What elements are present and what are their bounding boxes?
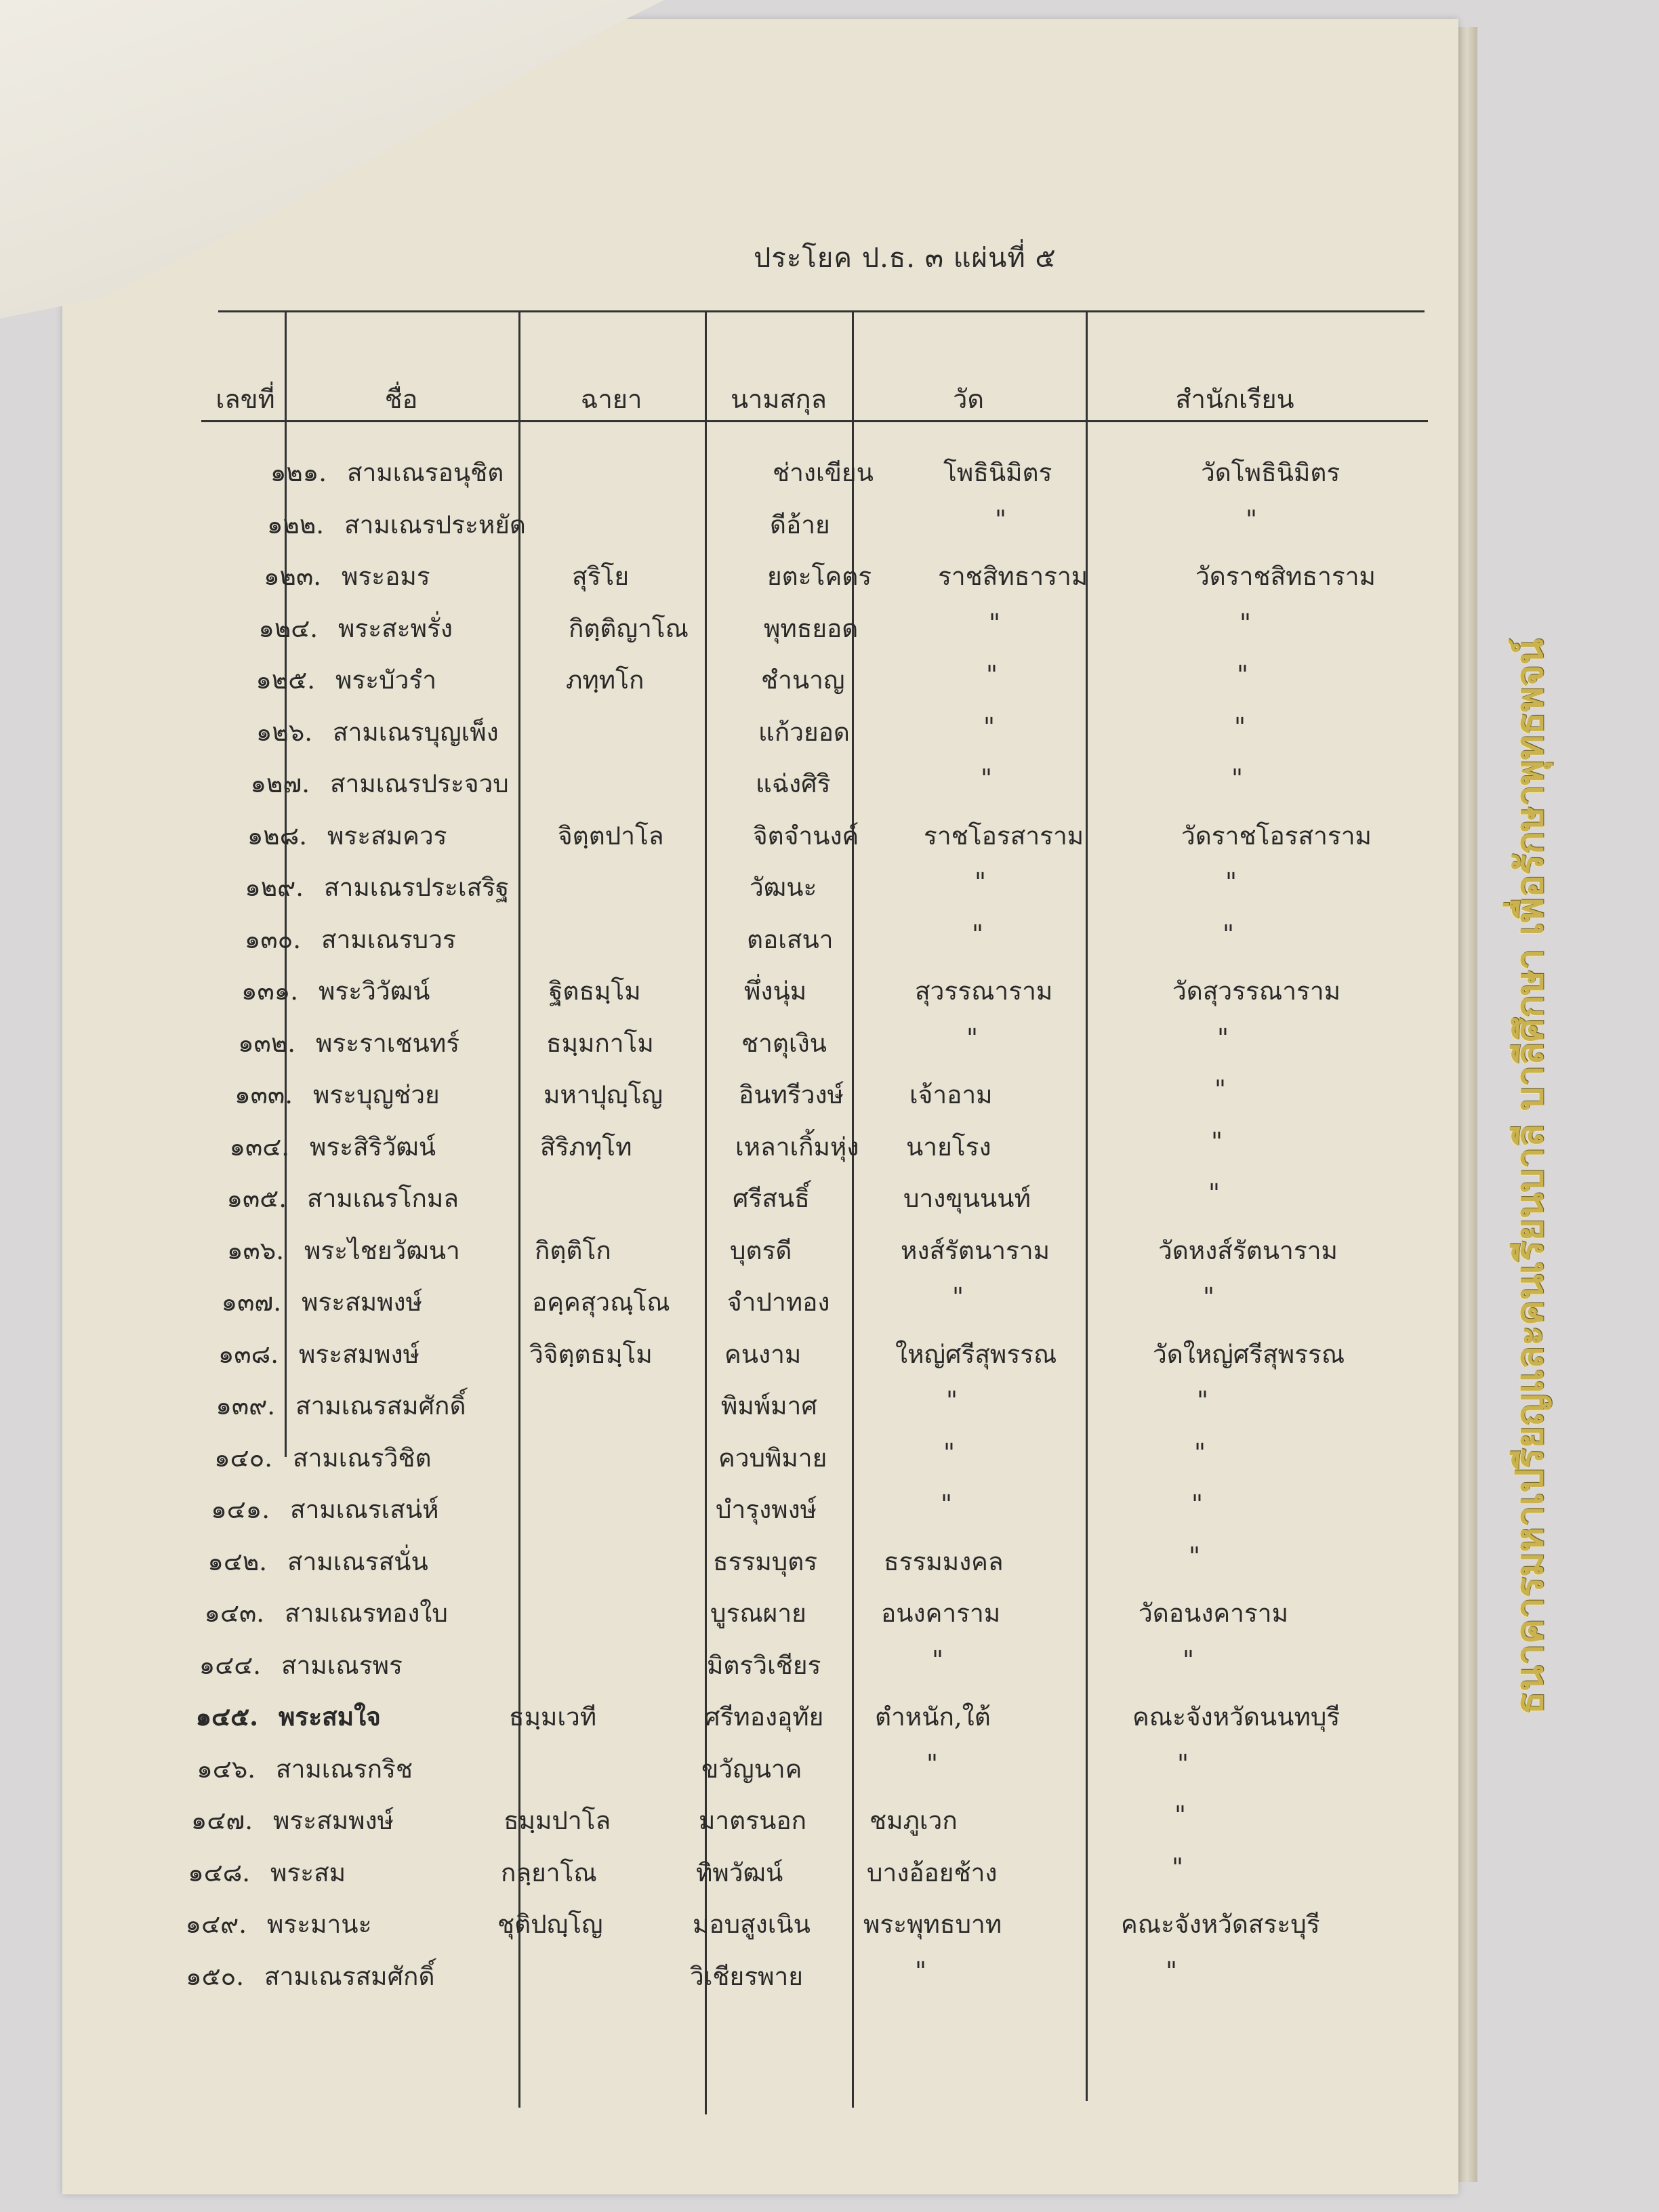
cell-wat: โพธินิมิตร [943, 458, 1052, 487]
cell-name: พระสมควร [327, 821, 447, 851]
cell-school: " [1211, 1126, 1223, 1156]
cell-chaya: อคฺคสุวณฺโณ [532, 1288, 670, 1317]
cell-no: ๑๒๗. [250, 769, 310, 798]
cell-no: ๑๓๑. [241, 977, 298, 1006]
cell-school: " [1246, 504, 1258, 534]
cell-name: พระสะพรั่ง [338, 613, 453, 643]
cell-chaya: จิตฺตปาโล [558, 821, 664, 851]
cell-school: " [1223, 919, 1235, 949]
cell-school: " [1203, 1282, 1215, 1311]
table-row [39, 867, 1435, 915]
cell-chaya: กิตฺติญาโณ [569, 613, 689, 643]
cell-name: สามเณรบวร [321, 924, 456, 954]
cell-name: พระอมร [342, 562, 430, 591]
cell-name: พระมานะ [267, 1910, 372, 1939]
table-row [62, 453, 1458, 500]
cell-surname: คนงาม [724, 1339, 802, 1369]
cell-no: ๑๒๔. [258, 613, 318, 643]
cell-wat: " [983, 712, 996, 741]
cell-no: ๑๔๖. [197, 1754, 255, 1784]
cell-school: " [1208, 1179, 1221, 1208]
table-row [8, 1438, 1404, 1486]
cell-name: พระสม [270, 1858, 346, 1887]
cell-chaya: ธมฺมปาโล [504, 1806, 611, 1835]
cell-no: ๑๔๐. [214, 1443, 272, 1473]
cell-wat: พระพุทธบาท [863, 1910, 1002, 1939]
cell-no: ๑๓๗. [221, 1288, 281, 1317]
cell-wat: เจ้าอาม [909, 1080, 993, 1109]
cell-school: " [1240, 608, 1252, 638]
header-chaya: ฉายา [580, 384, 642, 414]
cell-wat: " [941, 1490, 953, 1519]
table-row [31, 1023, 1427, 1071]
table-row [11, 1386, 1407, 1433]
table-header-rule [201, 420, 1428, 422]
cell-name: สามเณรประเสริฐ [324, 873, 510, 902]
cell-surname: วิเชียรพาย [690, 1961, 803, 1991]
cell-school: " [1217, 1023, 1229, 1052]
cell-wat: สุวรรณาราม [915, 977, 1053, 1006]
cell-no: ๑๔๗. [190, 1806, 253, 1835]
cell-wat: นายโรง [906, 1132, 991, 1162]
cell-name: สามเณรทองใบ [285, 1599, 448, 1628]
cell-school: วัดสุวรรณาราม [1172, 977, 1341, 1006]
cell-no: ๑๔๓. [204, 1599, 264, 1628]
page-title: ประโยค ป.ธ. ๓ แผ่นที่ ๕ [754, 243, 1057, 274]
header-surname: นามสกุล [731, 384, 827, 414]
cell-chaya: สิริภทฺโท [540, 1132, 632, 1162]
cell-surname: ดีอ้าย [770, 510, 830, 539]
cell-school: วัดหงส์รัตนาราม [1158, 1235, 1338, 1265]
table-row [28, 1075, 1425, 1122]
cell-wat: " [926, 1748, 939, 1778]
cell-chaya: มหาปุญฺโญ [544, 1080, 663, 1109]
header-name: ชื่อ [384, 384, 418, 414]
cell-name: พระสมพงษ์ [299, 1339, 419, 1369]
cell-surname: บุตรดี [730, 1235, 792, 1265]
cell-school: " [1234, 712, 1246, 741]
table-row [48, 712, 1444, 760]
table-row [14, 1334, 1410, 1382]
cell-surname: มอบสูงเนิน [693, 1910, 811, 1939]
cell-name: สามเณรบุญเพ็ง [333, 717, 499, 747]
cell-chaya: ฐิตธมฺโม [549, 977, 641, 1006]
cell-wat: บางอ้อยช้าง [867, 1858, 998, 1887]
cell-wat: ราชสิทธาราม [938, 562, 1088, 591]
cell-no: ๑๒๙. [245, 873, 304, 902]
cell-wat: " [995, 504, 1007, 534]
cell-surname: บูรณผาย [710, 1599, 806, 1628]
cell-chaya: ภทฺทโก [566, 665, 644, 695]
cell-name: สามเณรประจวบ [330, 769, 509, 798]
cell-name: พระสมใจ [279, 1702, 381, 1732]
cell-surname: ควบพิมาย [718, 1443, 827, 1473]
table-row [20, 1231, 1416, 1278]
cell-school: " [1191, 1490, 1204, 1519]
header-wat: วัด [952, 384, 985, 414]
cell-chaya: วิจิตฺตธมฺโม [529, 1339, 653, 1369]
cell-no: ๑๒๑. [270, 458, 327, 487]
page-stack-edge [1457, 27, 1477, 2182]
cell-no: ๑๒๓. [264, 562, 321, 591]
cell-school: " [1177, 1748, 1189, 1778]
table-row [0, 1749, 1387, 1797]
cell-school: วัดโพธินิมิตร [1201, 458, 1340, 487]
cell-chaya: ธมฺมกาโม [546, 1028, 654, 1058]
table-row [37, 920, 1433, 967]
cell-wat: บางขุนนนท์ [903, 1184, 1031, 1213]
cell-surname: ตอเสนา [747, 924, 834, 954]
cell-surname: ช่างเขียน [773, 458, 874, 487]
table-row [54, 609, 1450, 656]
cell-school: วัดใหญ่ศรีสุพรรณ [1153, 1339, 1345, 1369]
cell-wat: อนงคาราม [881, 1599, 1001, 1628]
table-row [0, 1904, 1378, 1952]
cell-name: สามเณรประหยัด [344, 510, 526, 539]
cell-no: ๑๕๐. [186, 1961, 244, 1991]
cell-chaya: กิตฺติโก [535, 1235, 611, 1265]
cell-no: ๑๓๖. [226, 1235, 284, 1265]
cell-wat: ชมภูเวก [869, 1806, 958, 1835]
cell-wat: " [986, 660, 998, 689]
cell-school: " [1197, 1386, 1209, 1415]
cell-name: สามเณรเสน่ห์ [290, 1495, 439, 1524]
cell-wat: " [966, 1023, 979, 1052]
cell-school: " [1166, 1956, 1178, 1986]
table-row [45, 764, 1441, 811]
cell-name: สามเณรสมศักดิ์ [264, 1961, 435, 1991]
table-row [51, 660, 1447, 708]
cell-chaya: ธมฺมเวที [509, 1702, 597, 1732]
cell-wat: ตำหนัก,ใต้ [875, 1702, 991, 1732]
cell-wat: " [946, 1386, 958, 1415]
cell-name: พระบัวรำ [335, 665, 437, 695]
cell-surname: ธรรมบุตร [713, 1547, 818, 1576]
table-row [0, 1801, 1385, 1848]
cell-no: ๑๒๘. [247, 821, 307, 851]
cell-no: ๑๔๑. [211, 1495, 270, 1524]
cell-name: สามเณรโกมล [307, 1184, 459, 1213]
cell-name: พระบุญช่วย [313, 1080, 440, 1109]
cell-wat: " [943, 1437, 956, 1467]
cell-no: ๑๔๔. [199, 1650, 261, 1680]
cell-surname: แก้วยอด [758, 717, 850, 747]
cell-school: วัดราชโอรสาราม [1181, 821, 1372, 851]
cell-chaya: สุริโย [572, 562, 630, 591]
cell-name: สามเณรกริช [276, 1754, 413, 1784]
cell-name: สามเณรสมศักดิ์ [295, 1391, 466, 1420]
cell-wat: ใหญ่ศรีสุพรรณ [895, 1339, 1057, 1369]
table-row [0, 1853, 1382, 1900]
cell-wat: " [952, 1282, 964, 1311]
cell-school: วัดราชสิทธาราม [1195, 562, 1376, 591]
cell-school: " [1231, 764, 1244, 793]
cell-no: ๑๒๖. [255, 717, 312, 747]
cell-surname: ชำนาญ [761, 665, 845, 695]
cell-name: สามเณรอนุชิต [347, 458, 504, 487]
table-row [0, 1593, 1396, 1641]
cell-surname: จิตจำนงค์ [753, 821, 859, 851]
cell-school: " [1183, 1645, 1195, 1675]
table-row [60, 505, 1456, 552]
cell-surname: แฉ่งศิริ [756, 769, 831, 798]
table-row [5, 1490, 1401, 1537]
cell-surname: มิตรวิเชียร [707, 1650, 821, 1680]
watermark-text: ธนาคารมหาเปรียญและคนเรียนบาลี บาลีศึกษา เพื่อรักษาพุทธพจน์ [1508, 638, 1552, 1715]
table-row [25, 1127, 1421, 1174]
table-row [34, 971, 1430, 1019]
cell-no: ๑๔๘. [188, 1858, 250, 1887]
cell-surname: ศรีทองอุทัย [704, 1702, 824, 1732]
cell-school: วัดอนงคาราม [1139, 1599, 1288, 1628]
table-row [22, 1179, 1418, 1226]
cell-school: " [1194, 1437, 1206, 1467]
cell-surname: อินทรีวงษ์ [739, 1080, 844, 1109]
cell-surname: ยตะโคตร [767, 562, 872, 591]
cell-surname: พิมพ์มาศ [721, 1391, 817, 1420]
cell-no: ๑๓๒. [238, 1028, 295, 1058]
cell-surname: ทิพวัฒน์ [696, 1858, 783, 1887]
cell-no: ๑๒๕. [255, 665, 315, 695]
cell-surname: มาตรนอก [699, 1806, 806, 1835]
cell-school: " [1237, 660, 1249, 689]
table-row [43, 816, 1439, 863]
cell-wat: ธรรมมงคล [884, 1547, 1004, 1576]
cell-surname: จำปาทอง [727, 1288, 830, 1317]
cell-wat: ราชโอรสาราม [924, 821, 1084, 851]
cell-no: ๑๓๔. [229, 1132, 289, 1162]
cell-wat: " [932, 1645, 944, 1675]
cell-name: พระไชยวัฒนา [304, 1235, 460, 1265]
cell-no: ๑๓๐. [244, 924, 301, 954]
cell-chaya: ชุติปญฺโญ [497, 1910, 603, 1939]
cell-wat: " [989, 608, 1001, 638]
cell-school: " [1172, 1852, 1184, 1882]
cell-name: พระราเชนทร์ [316, 1028, 460, 1058]
header-no: เลขที่ [216, 384, 275, 414]
table-top-rule [218, 310, 1425, 312]
cell-surname: เหลาเกิ้มหุ่ง [735, 1132, 859, 1162]
table-row [0, 1645, 1393, 1693]
cell-wat: " [975, 867, 987, 897]
cell-name: พระสมพงษ์ [302, 1288, 422, 1317]
cell-wat: " [915, 1956, 927, 1986]
document-page [62, 19, 1458, 2194]
cell-surname: วัฒนะ [750, 873, 817, 902]
cell-no: ๑๓๙. [216, 1391, 275, 1420]
cell-surname: พุทธยอด [764, 613, 859, 643]
cell-surname: ชาตุเงิน [741, 1028, 827, 1058]
cell-no: ๑๓๓. [234, 1080, 293, 1109]
cell-surname: บำรุงพงษ์ [716, 1495, 817, 1524]
cell-wat: " [972, 919, 984, 949]
cell-school: " [1189, 1541, 1201, 1571]
cell-chaya: กลฺยาโณ [501, 1858, 597, 1887]
cell-no: ๑๓๘. [218, 1339, 279, 1369]
table-row [0, 1957, 1376, 2004]
cell-no: ๑๔๒. [207, 1547, 267, 1576]
cell-no: ๑๒๒. [266, 510, 324, 539]
cell-school: " [1225, 867, 1237, 897]
cell-wat: " [981, 764, 993, 793]
table-row [57, 556, 1453, 604]
table-row [17, 1282, 1413, 1330]
cell-no: ๑๔๕. [195, 1702, 258, 1732]
cell-school: คณะจังหวัดนนทบุรี [1132, 1702, 1340, 1732]
header-school: สำนักเรียน [1175, 384, 1294, 414]
cell-name: สามเณรพร [281, 1650, 403, 1680]
cell-surname: ศรีสนธิ์ [733, 1184, 810, 1213]
cell-school: " [1174, 1801, 1187, 1830]
cell-name: สามเณรสนั่น [287, 1547, 428, 1576]
table-row [3, 1542, 1399, 1589]
cell-surname: พึ่งนุ่ม [744, 977, 807, 1006]
cell-surname: ขวัญนาค [701, 1754, 802, 1784]
cell-name: พระวิวัฒน์ [319, 977, 430, 1006]
table-row [0, 1697, 1390, 1744]
cell-no: ๑๔๙. [185, 1910, 247, 1939]
cell-wat: หงส์รัตนาราม [901, 1235, 1050, 1265]
cell-school: คณะจังหวัดสระบุรี [1121, 1910, 1320, 1939]
cell-school: " [1214, 1075, 1227, 1104]
cell-no: ๑๓๕. [226, 1184, 287, 1213]
cell-name: สามเณรวิชิต [293, 1443, 432, 1473]
cell-name: พระสมพงษ์ [273, 1806, 394, 1835]
cell-name: พระสิริวัฒน์ [310, 1132, 436, 1162]
